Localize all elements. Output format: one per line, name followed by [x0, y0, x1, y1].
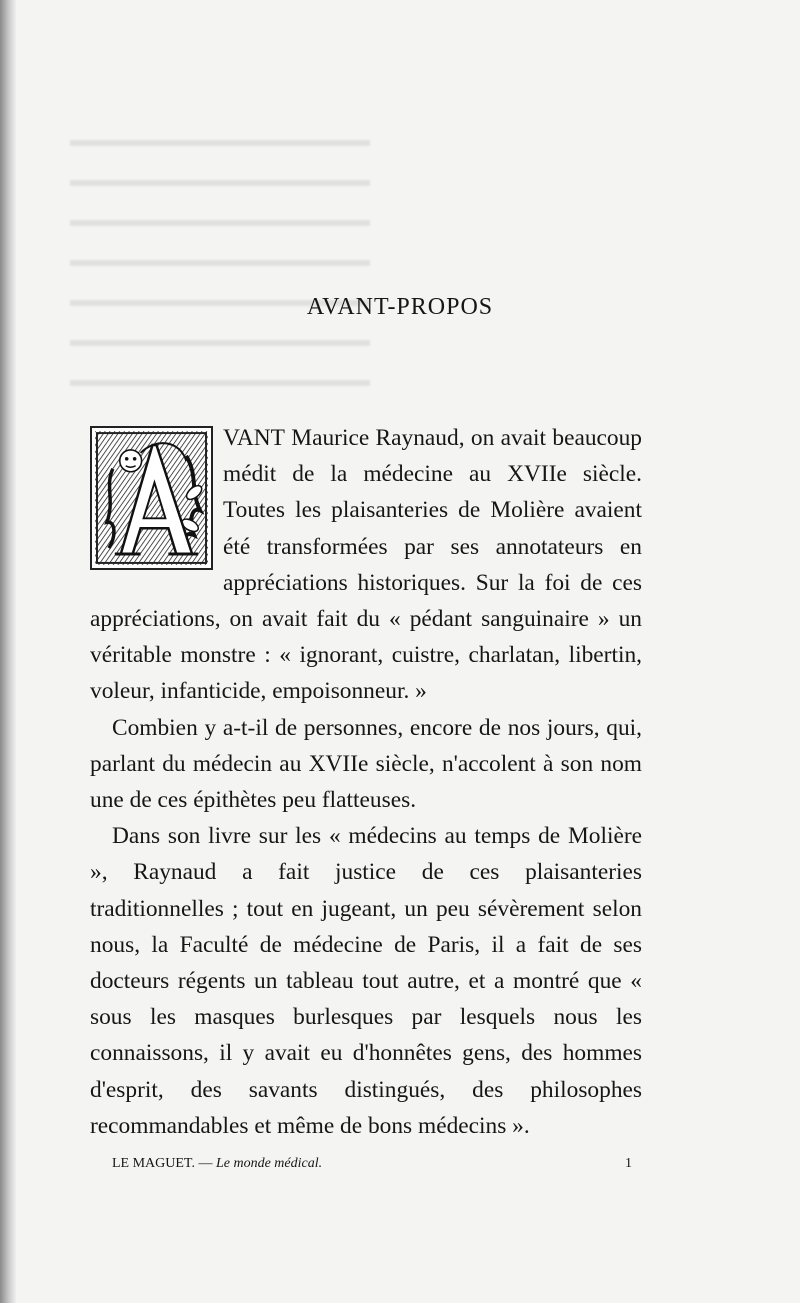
body-text	[90, 420, 642, 1144]
show-through-bleed	[70, 140, 370, 420]
paragraph-1-text: Maurice Raynaud, on avait beaucoup médit de la médecine au XVIIe siècle. Toutes les plaisanteries de Molière avaient été transformées par ses annotateurs en appréciations historiques. Sur la foi de ces appréciations, on avait fait du « pédant sanguinaire » un véritable monstre : « ignorant, cuistre, charlatan, libertin, voleur, infanticide, empoisonneur. »	[90, 425, 643, 705]
page-title: AVANT-PROPOS	[306, 294, 494, 320]
page-gutter-shadow	[0, 0, 16, 1303]
page-footer	[112, 1156, 632, 1172]
footer-citation	[112, 1156, 322, 1172]
ornate-dropcap	[90, 426, 213, 570]
paragraph-1-lead: VANT	[223, 425, 285, 451]
paragraph-2: Combien y a-t-il de personnes, encore de nos jours, qui, parlant du médecin au XVIIe siècle, n'accolent à son nom une de ces épithètes peu flatteuses.	[90, 714, 642, 814]
footer-author: LE MAGUET. —	[112, 1156, 213, 1171]
footer-work: Le monde médical.	[215, 1156, 323, 1171]
footer-signature: 1	[625, 1156, 632, 1171]
paragraph-3: Dans son livre sur les « médecins au temps de Molière », Raynaud a fait justice de ces plaisanteries traditionnelles ; tout en jugeant, un peu sévèrement selon nous, la Faculté de médecine de Paris, il a fait de ses docteurs régents un tableau tout autre, et a montré que « sous les masques burlesques par lesquels nous les connaissons, il y avait eu d'honnêtes gens, des hommes d'esprit, des savants distingués, des philosophes recommandables et même de bons médecins ».	[90, 823, 642, 1139]
dropcap-illustration	[95, 431, 208, 565]
